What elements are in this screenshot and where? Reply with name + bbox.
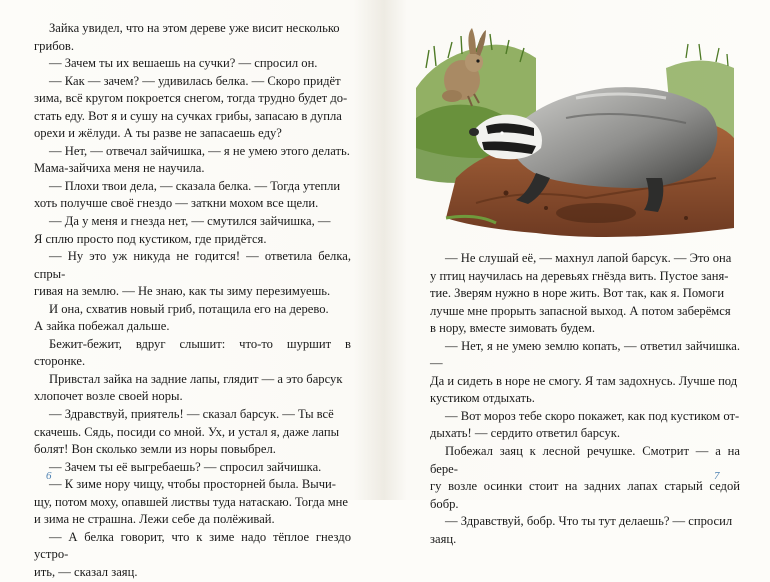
text-line: — Плохи твои дела, — сказала белка. — Тогда утепли <box>49 178 341 193</box>
text-line: заяц. <box>430 531 457 546</box>
text-line: у птиц научилась на деревьях гнёзда вить. Пустое заня- <box>430 268 729 283</box>
text-line: — Вот мороз тебе скоро покажет, как под кустиком от- <box>445 408 740 423</box>
text-line: скачешь. Сядь, посиди со мной. Ух, и устал я, даже лапы <box>34 424 340 439</box>
text-line: И она, схватив новый гриб, потащила его на дерево. <box>49 301 329 316</box>
text-line: — Зачем ты её выгребаешь? — спросил зайчишка. <box>49 459 322 474</box>
text-line: Побежал заяц к лесной речушке. Смотрит — а на бере- <box>430 444 740 476</box>
right-page-text <box>430 250 740 548</box>
text-line: хоть получше своё гнездо — заткни мохом все щели. <box>34 196 319 211</box>
left-page-text <box>34 20 351 582</box>
right-page <box>384 0 770 546</box>
text-line: — Нет, — отвечал зайчишка, — я не умею этого делать. <box>49 143 350 158</box>
text-line: кустиком отдыхать. <box>430 391 535 406</box>
text-line: Я сплю просто под кустиком, где придётся. <box>34 231 267 246</box>
text-line: — К зиме нору чищу, чтобы просторней была. Вычи- <box>49 477 336 492</box>
text-line: тие. Зверям нужно в норе жить. Вот так, как я. Помоги <box>430 286 725 301</box>
text-line: гивая на землю. — Не знаю, как ты зиму перезимуешь. <box>34 284 331 299</box>
text-line: и зима не страшна. Лежи себе да полёживай. <box>34 512 275 527</box>
left-page <box>0 0 384 579</box>
text-line: зима, всё кругом покроется снегом, тогда трудно будет до- <box>34 91 348 106</box>
text-line: ить, — сказал заяц. <box>34 564 138 579</box>
text-line: в нору, вместе зимовать будем. <box>430 321 595 336</box>
page-number: 6 <box>46 470 52 482</box>
text-line: — Здравствуй, бобр. Что ты тут делаешь? — спросил <box>445 514 733 529</box>
text-line: гу возле осинки стоит на задних лапах старый седой бобр. <box>430 479 740 511</box>
hare-badger-illustration <box>416 28 734 238</box>
text-line: — Ну это уж никуда не годится! — ответила белка, спры- <box>34 249 351 281</box>
text-line: — Не слушай её, — махнул лапой барсук. — Это она <box>445 251 732 265</box>
text-line: Мама-зайчиха меня не научила. <box>34 161 205 176</box>
text-line: — А белка говорит, что к зиме надо тёплое гнездо устро- <box>34 529 351 562</box>
text-line: — Здравствуй, приятель! — сказал барсук. — Ты всё <box>49 407 334 422</box>
text-line: — Как — зачем? — удивилась белка. — Скоро придёт <box>49 73 341 88</box>
text-line: — Зачем ты их вешаешь на сучки? — спросил он. <box>49 56 318 71</box>
text-line: орехи и жёлуди. А ты разве не запасаешь еду? <box>34 126 282 141</box>
text-line: Зайка увидел, что на этом дереве уже висит несколько <box>49 21 340 35</box>
text-line: хлопочет возле своей норы. <box>34 389 183 404</box>
text-line: лучше мне прорыть запасной выход. А потом заберёмся <box>430 303 731 318</box>
text-line: грибов. <box>34 38 75 53</box>
text-line: щу, потом моху, опавшей листвы туда натаскаю. Тогда мне <box>34 494 349 509</box>
text-line: Да и сидеть в норе не смогу. Я там задохнусь. Лучше под <box>430 373 738 388</box>
text-line: — Да у меня и гнезда нет, — смутился зайчишка, — <box>49 214 331 229</box>
text-line: Бежит-бежит, вдруг слышит: что-то шуршит в сторонке. <box>34 336 351 369</box>
page-number: 7 <box>714 470 720 482</box>
text-line: Привстал зайка на задние лапы, глядит — а это барсук <box>49 371 343 386</box>
text-line: — Нет, я не умею землю копать, — ответил зайчишка. — <box>430 338 740 371</box>
text-line: болят! Вон сколько земли из норы повыбрел. <box>34 442 276 457</box>
text-line: стать еду. Вот я и сушу на сучках грибы, запасаю в дупла <box>34 108 342 123</box>
text-line: дыхать! — сердито ответил барсук. <box>430 426 621 441</box>
text-line: А зайка побежал дальше. <box>34 319 170 334</box>
